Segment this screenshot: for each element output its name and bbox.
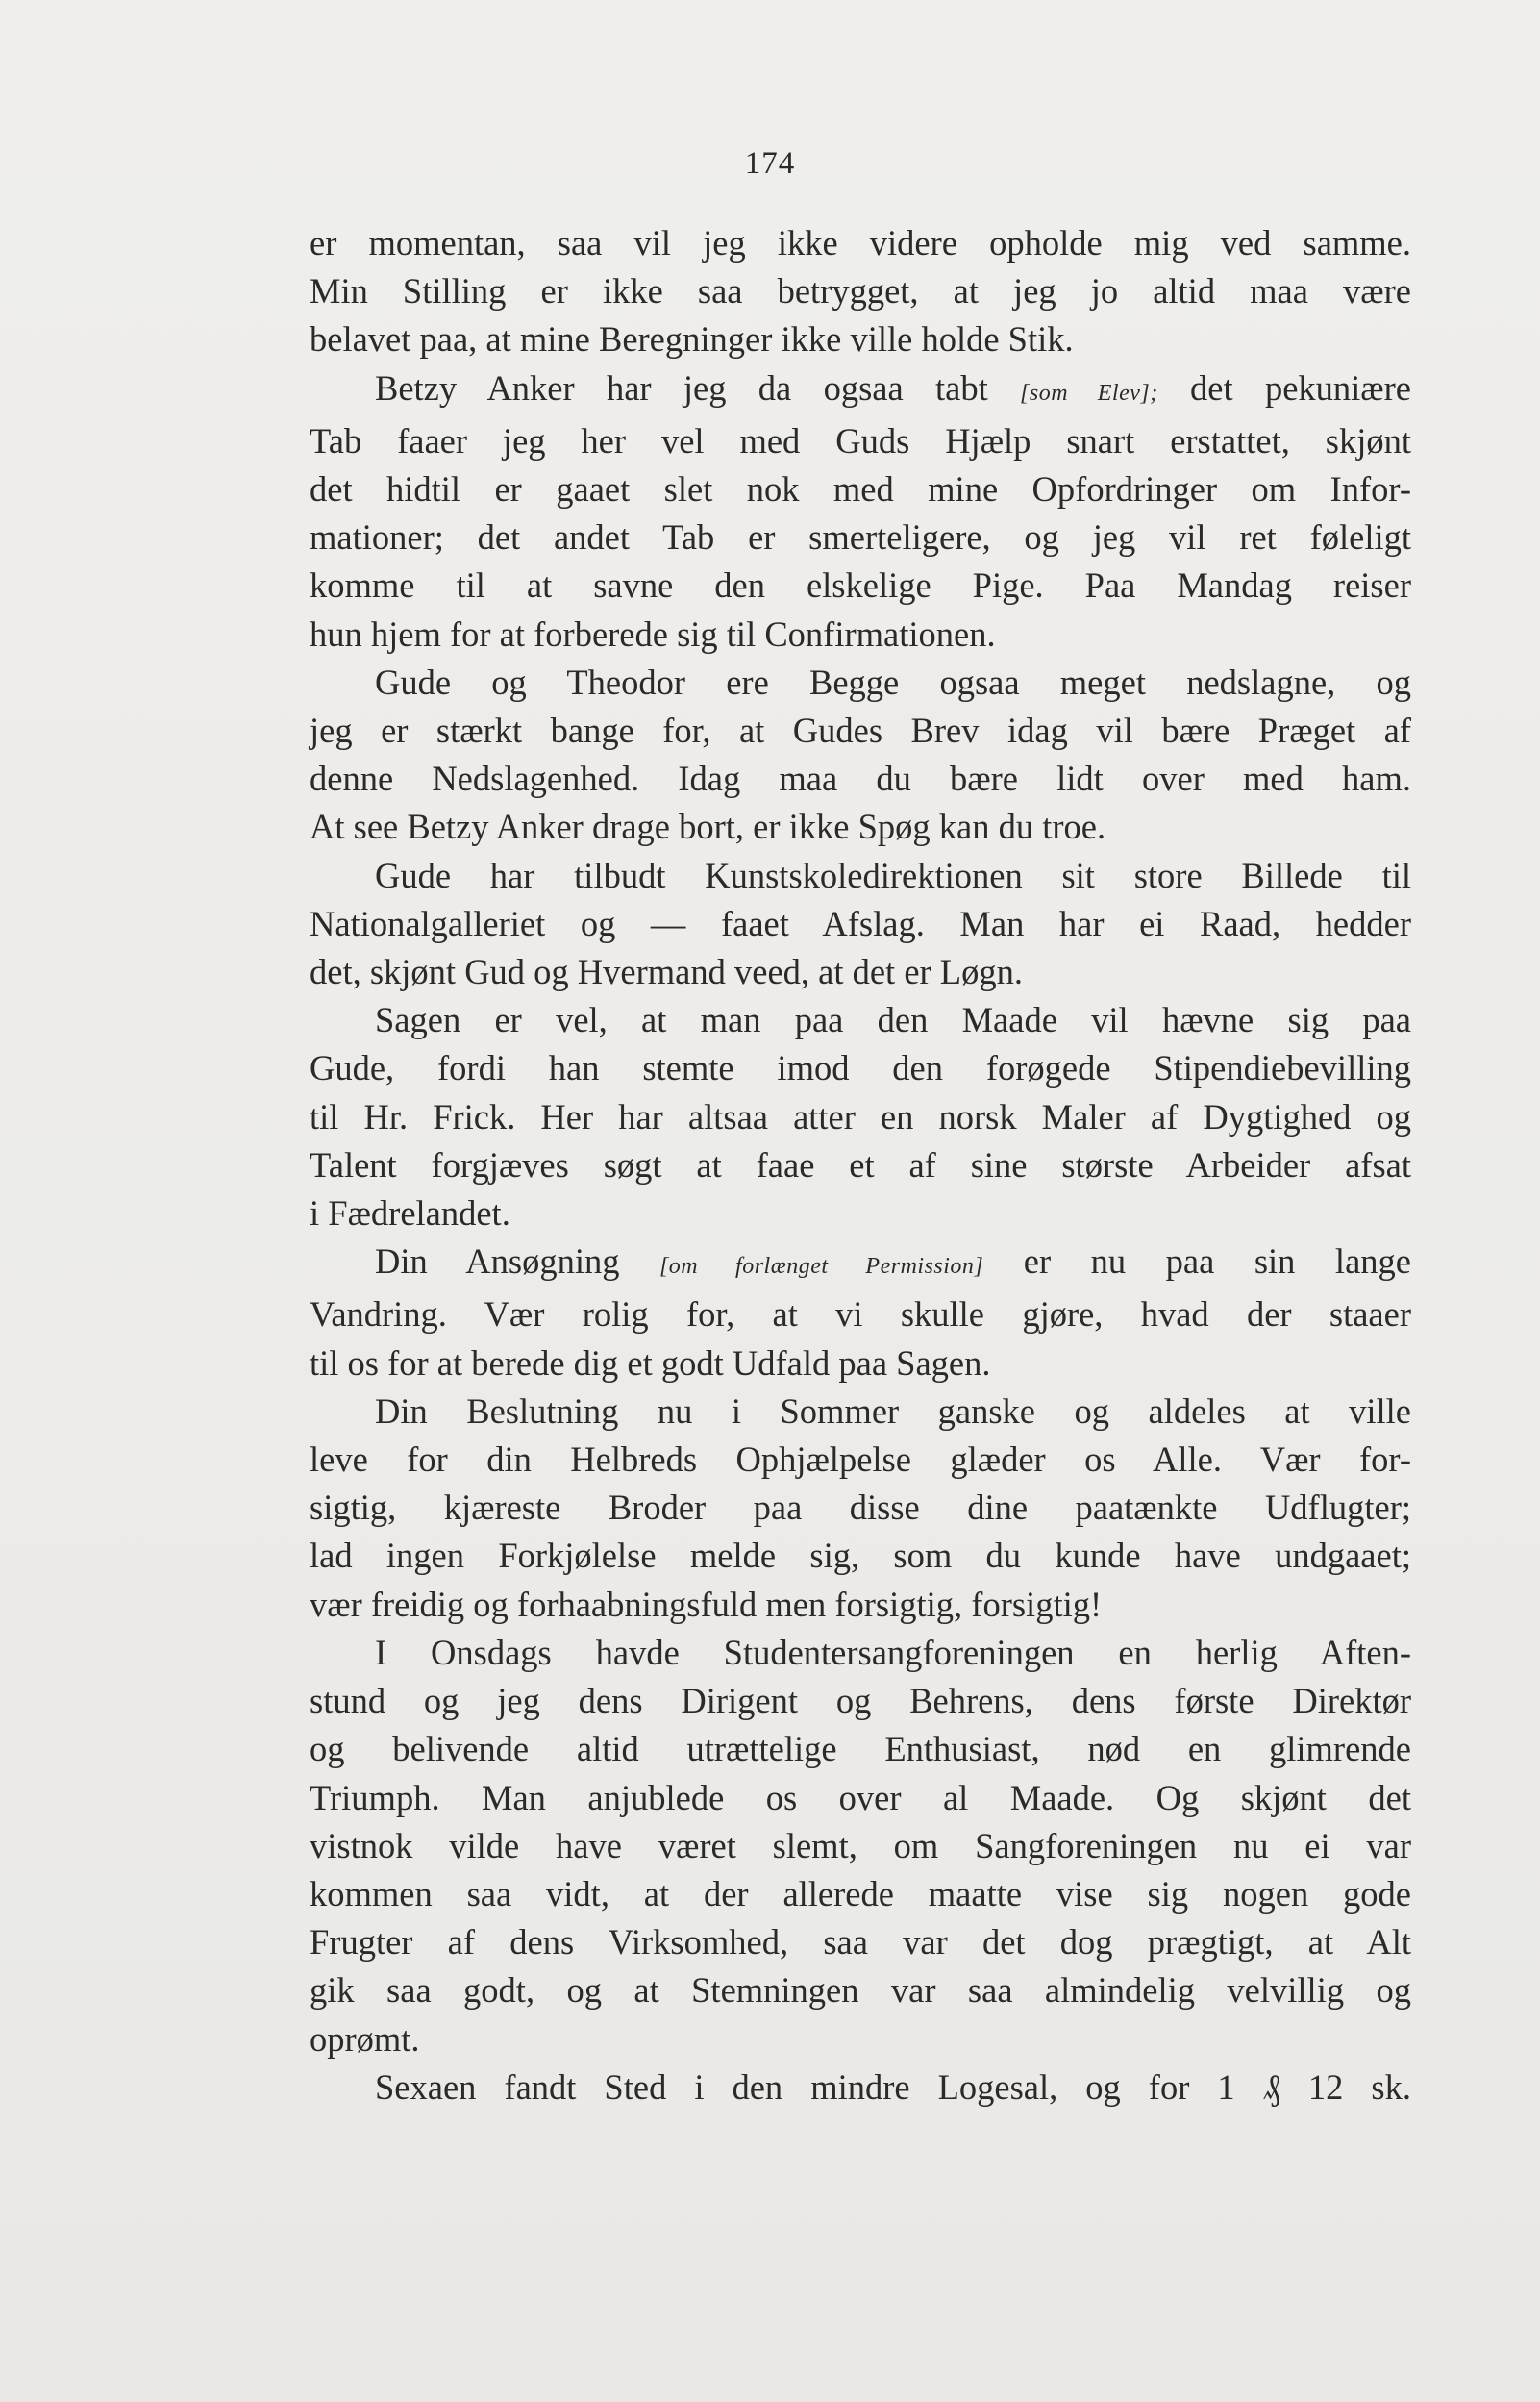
text-line: denne Nedslagenhed. Idag maa du bære lidt over med ham.	[310, 759, 1411, 799]
text-line	[310, 1238, 1411, 1290]
editorial-note: [som Elev];	[1020, 380, 1158, 406]
text-line: jeg er stærkt bange for, at Gudes Brev idag vil bære Præget af	[310, 711, 1411, 751]
text-line: leve for din Helbreds Ophjælpelse glæder os Alle. Vær for-	[310, 1439, 1411, 1480]
editorial-note: [om forlænget Permission]	[658, 1254, 984, 1280]
text-line: belavet paa, at mine Beregninger ikke ville holde Stik.	[310, 319, 1074, 360]
text-segment: Betzy Anker har jeg da ogsaa tabt	[375, 367, 1021, 408]
text-line: Sexaen fandt Sted i den mindre Logesal, og for 1 ₰ 12 sk.	[375, 2066, 1411, 2107]
text-line: Min Stilling er ikke saa betrygget, at jeg jo altid maa være	[310, 271, 1411, 312]
text-line: Nationalgalleriet og — faaet Afslag. Man har ei Raad, hedder	[310, 903, 1411, 943]
text-line: kommen saa vidt, at der allerede maatte vise sig nogen gode	[310, 1873, 1411, 1914]
text-line: det, skjønt Gud og Hvermand veed, at det er Løgn.	[310, 952, 1023, 992]
text-line	[310, 364, 1411, 417]
text-line: mationer; det andet Tab er smerteligere, og jeg vil ret føleligt	[310, 517, 1411, 558]
text-line: er momentan, saa vil jeg ikke videre opholde mig ved samme.	[310, 223, 1411, 263]
text-line: Frugter af dens Virksomhed, saa var det dog prægtigt, at Alt	[310, 1922, 1411, 1963]
text-line: oprømt.	[310, 2018, 420, 2059]
body-text	[310, 219, 1411, 2112]
text-line: Gude har tilbudt Kunstskoledirektionen sit store Billede til	[375, 855, 1411, 895]
text-line: i Fædrelandet.	[310, 1193, 510, 1234]
text-line: det hidtil er gaaet slet nok med mine Opfordringer om Infor-	[310, 469, 1411, 510]
text-line: til Hr. Frick. Her har altsaa atter en norsk Maler af Dygtighed og	[310, 1096, 1411, 1137]
text-line: vistnok vilde have været slemt, om Sangforeningen nu ei var	[310, 1825, 1411, 1865]
text-line: Vandring. Vær rolig for, at vi skulle gjøre, hvad der staaer	[310, 1294, 1411, 1335]
text-line: Talent forgjæves søgt at faae et af sine største Arbeider afsat	[310, 1144, 1411, 1185]
text-line: Triumph. Man anjublede os over al Maade. Og skjønt det	[310, 1777, 1411, 1817]
text-line: og belivende altid utrættelige Enthusiast, nød en glimrende	[310, 1729, 1411, 1769]
text-line: Din Beslutning nu i Sommer ganske og aldeles at ville	[375, 1390, 1411, 1431]
text-segment: Din Ansøgning	[375, 1241, 659, 1282]
text-line: vær freidig og forhaabningsfuld men forsigtig, forsigtig!	[310, 1584, 1103, 1624]
text-line: hun hjem for at forberede sig til Confirmationen.	[310, 613, 996, 654]
text-line: sigtig, kjæreste Broder paa disse dine paatænkte Udflugter;	[310, 1488, 1411, 1528]
text-segment: er nu paa sin lange	[983, 1241, 1411, 1282]
text-line: Gude og Theodor ere Begge ogsaa meget nedslagne, og	[375, 662, 1411, 702]
text-line: Tab faaer jeg her vel med Guds Hjælp snart erstattet, skjønt	[310, 420, 1411, 461]
text-line: Gude, fordi han stemte imod den forøgede Stipendiebevilling	[310, 1048, 1411, 1088]
text-line: til os for at berede dig et godt Udfald paa Sagen.	[310, 1342, 991, 1383]
text-line: komme til at savne den elskelige Pige. Paa Mandag reiser	[310, 565, 1411, 606]
text-segment: det pekuniære	[1157, 367, 1411, 408]
text-line: Sagen er vel, at man paa den Maade vil hævne sig paa	[375, 1000, 1411, 1040]
text-line: lad ingen Forkjølelse melde sig, som du kunde have undgaaet;	[310, 1536, 1411, 1576]
text-line: At see Betzy Anker drage bort, er ikke Spøg kan du troe.	[310, 807, 1106, 847]
text-line: gik saa godt, og at Stemningen var saa almindelig velvillig og	[310, 1970, 1411, 2011]
text-line: I Onsdags havde Studentersangforeningen en herlig Aften-	[375, 1632, 1411, 1672]
text-line: stund og jeg dens Dirigent og Behrens, dens første Direktør	[310, 1681, 1411, 1721]
page-number: 174	[744, 146, 796, 181]
